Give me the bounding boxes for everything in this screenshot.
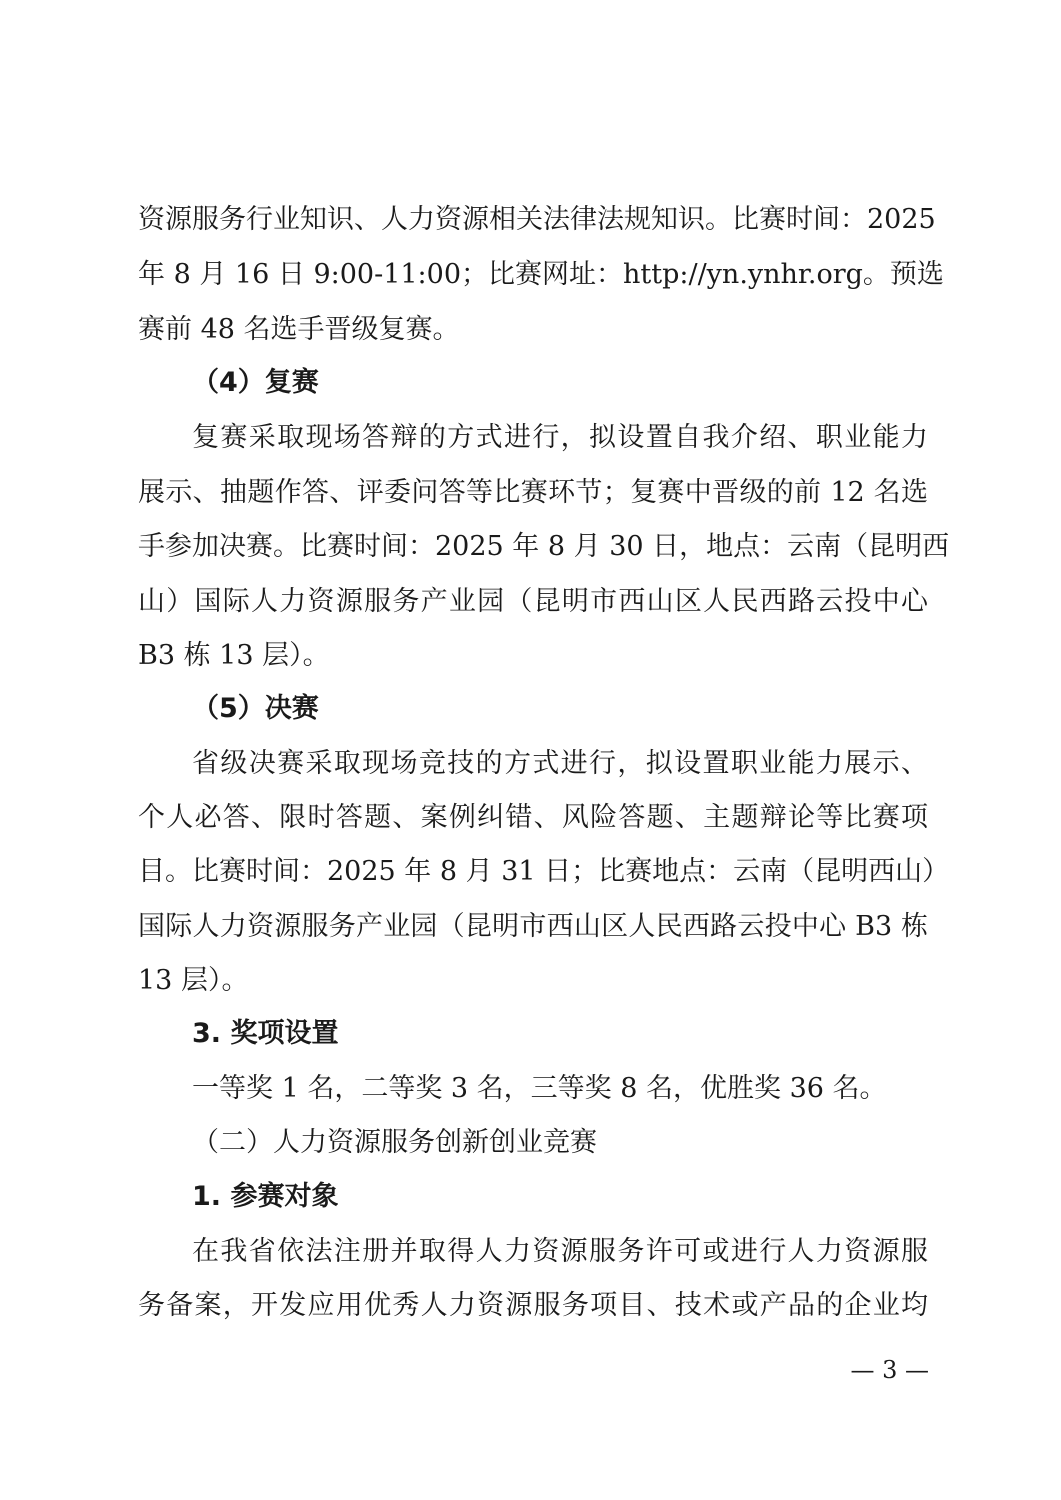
section-heading-juesai: （5）决赛 bbox=[192, 693, 319, 724]
page-number: — 3 — bbox=[850, 1356, 929, 1384]
paragraph-line: 省级决赛采取现场竞技的方式进行，拟设置职业能力展示、 bbox=[192, 748, 928, 779]
section-heading-awards: 3. 奖项设置 bbox=[192, 1018, 339, 1049]
paragraph-line: 资源服务行业知识、人力资源相关法律法规知识。比赛时间：2025 bbox=[138, 204, 936, 235]
paragraph-line: 个人必答、限时答题、案例纠错、风险答题、主题辩论等比赛项 bbox=[138, 802, 928, 833]
paragraph-line: 展示、抽题作答、评委问答等比赛环节；复赛中晋级的前 12 名选 bbox=[138, 477, 928, 508]
paragraph-line: 13 层）。 bbox=[138, 965, 249, 996]
section-heading-competition: （二）人力资源服务创新创业竞赛 bbox=[192, 1127, 597, 1158]
paragraph-line: 目。比赛时间：2025 年 8 月 31 日；比赛地点：云南（昆明西山） bbox=[138, 856, 950, 887]
paragraph-line: 国际人力资源服务产业园（昆明市西山区人民西路云投中心 B3 栋 bbox=[138, 911, 928, 942]
paragraph-line: 手参加决赛。比赛时间：2025 年 8 月 30 日，地点：云南（昆明西 bbox=[138, 531, 950, 562]
paragraph-line: 赛前 48 名选手晋级复赛。 bbox=[138, 314, 460, 345]
paragraph-line: B3 栋 13 层）。 bbox=[138, 640, 330, 671]
paragraph-line: 复赛采取现场答辩的方式进行，拟设置自我介绍、职业能力 bbox=[192, 422, 928, 453]
paragraph-line: 山）国际人力资源服务产业园（昆明市西山区人民西路云投中心 bbox=[138, 586, 928, 617]
paragraph-line: 在我省依法注册并取得人力资源服务许可或进行人力资源服 bbox=[192, 1236, 928, 1267]
paragraph-line: 年 8 月 16 日 9:00-11:00；比赛网址：http://yn.ynhr.org。预选 bbox=[138, 259, 944, 290]
section-heading-target: 1. 参赛对象 bbox=[192, 1181, 339, 1212]
paragraph-line: 务备案，开发应用优秀人力资源服务项目、技术或产品的企业均 bbox=[138, 1290, 928, 1321]
section-heading-fusai: （4）复赛 bbox=[192, 367, 319, 398]
paragraph-line: 一等奖 1 名，二等奖 3 名，三等奖 8 名，优胜奖 36 名。 bbox=[192, 1073, 887, 1104]
